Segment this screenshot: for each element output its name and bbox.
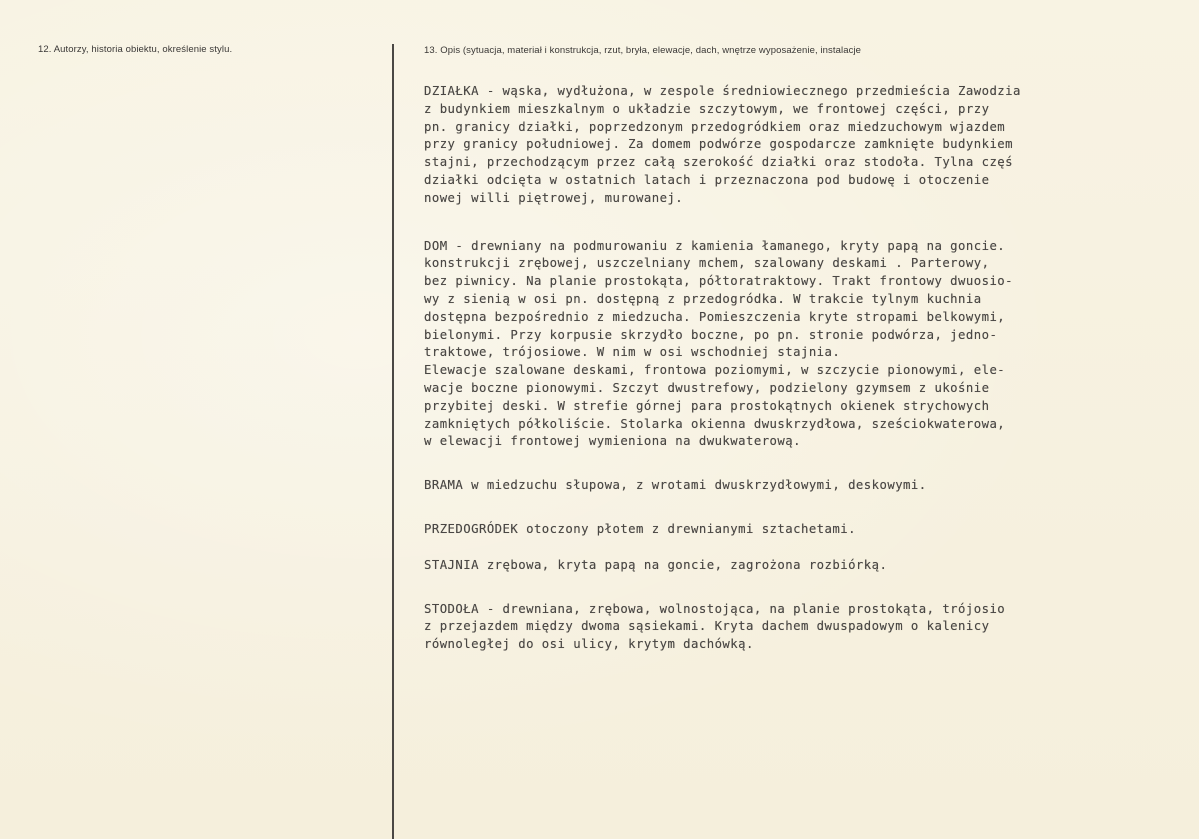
text-line: przy granicy południowej. Za domem podwórze gospodarcze zamknięte budynkiem	[424, 137, 1014, 152]
text-line: STODOŁA - drewniana, zrębowa, wolnostojąca, na planie prostokąta, trójosio	[424, 601, 1006, 616]
paragraph-dzialka	[424, 83, 1194, 208]
paragraph-dom	[424, 238, 1194, 452]
section-13-heading: 13. Opis (sytuacja, materiał i konstrukcja, rzut, bryła, elewacje, dach, wnętrze wyposażenie, instalacje	[424, 45, 862, 56]
text-line: wacje boczne pionowymi. Szczyt dwustrefowy, podzielony gzymsem z ukośnie	[424, 380, 990, 395]
paragraph-brama	[424, 477, 1194, 495]
column-divider	[392, 44, 394, 839]
text-line: działki odcięta w ostatnich latach i przeznaczona pod budowę i otoczenie	[424, 172, 990, 187]
spacer	[424, 495, 1194, 521]
text-line: PRZEDOGRÓDEK otoczony płotem z drewnianymi sztachetami.	[424, 521, 856, 536]
paragraph-stodola	[424, 601, 1194, 654]
text-line: DZIAŁKA - wąska, wydłużona, w zespole średniowiecznego przedmieścia Zawodzia	[424, 84, 1021, 98]
text-line: bez piwnicy. Na planie prostokąta, półtoratraktowy. Trakt frontowy dwuosio-	[424, 274, 1014, 289]
spacer	[424, 208, 1194, 238]
text-line: pn. granicy działki, poprzedzonym przedogródkiem oraz miedzuchowym wjazdem	[424, 119, 1006, 134]
text-line: BRAMA w miedzuchu słupowa, z wrotami dwuskrzydłowymi, deskowymi.	[424, 478, 927, 493]
text-line: bielonymi. Przy korpusie skrzydło boczne, po pn. stronie podwórza, jedno-	[424, 327, 998, 342]
spacer	[424, 539, 1194, 557]
text-line: nowej willi piętrowej, murowanej.	[424, 190, 684, 205]
text-line: zamkniętych półkoliście. Stolarka okienna dwuskrzydłowa, sześciokwaterowa,	[424, 416, 1006, 431]
text-line: w elewacji frontowej wymieniona na dwukwaterową.	[424, 434, 801, 449]
text-line: wy z sienią w osi pn. dostępną z przedogródka. W trakcie tylnym kuchnia	[424, 291, 982, 306]
text-line: konstrukcji zrębowej, uszczelniany mchem, szalowany deskami . Parterowy,	[424, 256, 990, 271]
text-line: traktowe, trójosiowe. W nim w osi wschodniej stajnia.	[424, 345, 841, 360]
paragraph-stajnia	[424, 557, 1194, 575]
text-line: DOM - drewniany na podmurowaniu z kamienia łamanego, kryty papą na goncie.	[424, 238, 1006, 253]
typed-description	[424, 83, 1194, 654]
text-line: Elewacje szalowane deskami, frontowa poziomymi, w szczycie pionowymi, ele-	[424, 363, 1006, 378]
spacer	[424, 575, 1194, 601]
text-line: równoległej do osi ulicy, krytym dachówką.	[424, 637, 754, 652]
text-line: z przejazdem między dwoma sąsiekami. Kryta dachem dwuspadowym o kalenicy	[424, 619, 990, 634]
paragraph-przedogrodek	[424, 521, 1194, 539]
text-line: przybitej deski. W strefie górnej para prostokątnych okienek strychowych	[424, 398, 990, 413]
text-line: dostępna bezpośrednio z miedzucha. Pomieszczenia kryte stropami belkowymi,	[424, 309, 1006, 324]
text-line: stajni, przechodzącym przez całą szerokość działki oraz stodoła. Tylna częś	[424, 155, 1014, 170]
text-line: z budynkiem mieszkalnym o układzie szczytowym, we frontowej części, przy	[424, 101, 990, 116]
section-12-heading: 12. Autorzy, historia obiektu, określenie stylu.	[38, 44, 233, 55]
spacer	[424, 451, 1194, 477]
text-line: STAJNIA zrębowa, kryta papą na goncie, zagrożona rozbiórką.	[424, 557, 888, 572]
